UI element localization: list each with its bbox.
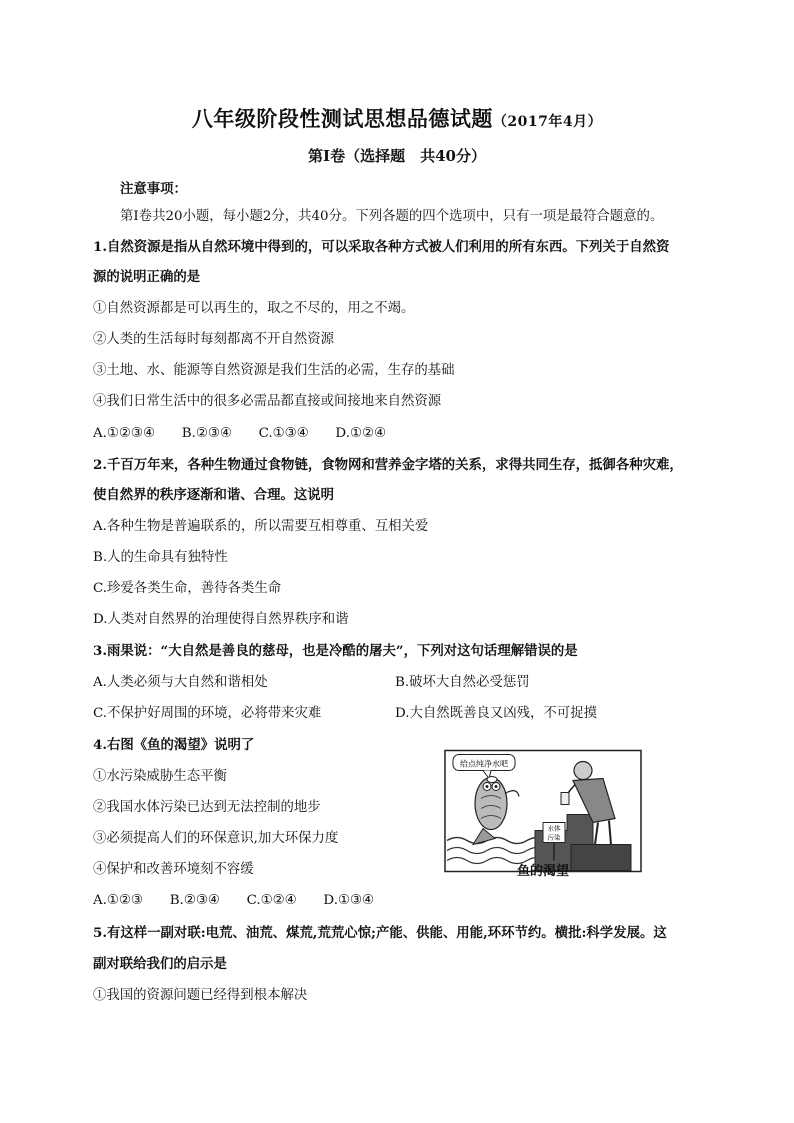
q3-stem: 3.雨果说：“大自然是善良的慈母，也是冷酷的屠夫”，下列对这句话理解错误的是	[93, 643, 578, 659]
q4-options: A.①②③ B.②③④ C.①②④ D.①③④	[93, 893, 374, 908]
q2-option-a: A.各种生物是普遍联系的，所以需要互相尊重、互相关爱	[93, 519, 429, 534]
q2-stem-line-1: 2.千百万年来，各种生物通过食物链，食物网和营养金字塔的关系，求得共同生存，抵御各种灾难，	[93, 457, 683, 473]
q4-statement-1: ①水污染威胁生态平衡	[93, 769, 227, 784]
q3-option-a: A.人类必须与大自然和谐相处	[93, 675, 268, 690]
q1-options: A.①②③④ B.②③④ C.①③④ D.①②④	[93, 426, 386, 441]
figure-caption: 鱼的渴望	[516, 864, 569, 879]
q4-statement-4: ④保护和改善环境刻不容缓	[93, 862, 254, 877]
q5-stem-line-1: 5.有这样一副对联:电荒、油荒、煤荒,荒荒心惊;产能、供能、用能,环环节约。横批:科学发展。这	[93, 925, 667, 941]
page-title	[0, 103, 794, 133]
sign-text-line-2: 污染	[547, 833, 561, 842]
q5-statement-1: ①我国的资源问题已经得到根本解决	[93, 988, 308, 1003]
notice-heading: 注意事项：	[120, 181, 187, 197]
q1-statement-3: ③土地、水、能源等自然资源是我们生活的必需，生存的基础	[93, 363, 455, 378]
q3-option-b: B.破坏大自然必受惩罚	[395, 675, 530, 690]
title-text: 八年级阶段性测试思想品德试题	[191, 106, 493, 131]
notice-text: 第Ⅰ卷共20小题，每小题2分，共40分。下列各题的四个选项中，只有一项是最符合题意的。	[120, 209, 664, 224]
q1-statement-2: ②人类的生活每时每刻都离不开自然资源	[93, 332, 335, 347]
section-subtitle: 第Ⅰ卷（选择题 共40分）	[308, 147, 486, 165]
q1-stem-line-1: 1.自然资源是指从自然环境中得到的，可以采取各种方式被人们利用的所有东西。下列关于自然资	[93, 239, 670, 255]
speech-bubble-text: 给点纯净水吧	[460, 759, 508, 769]
sign-text-line-1: 水体	[547, 824, 561, 833]
q1-statement-4: ④我们日常生活中的很多必需品都直接或间接地来自然资源	[93, 394, 442, 409]
q4-statement-3: ③必须提高人们的环保意识,加大环保力度	[93, 831, 339, 846]
q1-statement-1: ①自然资源都是可以再生的，取之不尽的，用之不竭。	[93, 301, 415, 316]
q2-option-b: B.人的生命具有独特性	[93, 550, 228, 565]
q1-stem-line-2: 源的说明正确的是	[93, 269, 201, 285]
q2-stem-line-2: 使自然界的秩序逐渐和谐、合理。这说明	[93, 487, 335, 503]
q3-option-c: C.不保护好周围的环境，必将带来灾难	[93, 706, 322, 721]
q4-stem: 4.右图《鱼的渴望》说明了	[93, 737, 255, 753]
q3-option-d: D.大自然既善良又凶残，不可捉摸	[395, 706, 597, 721]
title-date: （2017年4月）	[492, 114, 603, 130]
q2-option-c: C.珍爱各类生命，善待各类生命	[93, 581, 282, 596]
q2-option-d: D.人类对自然界的治理使得自然界秩序和谐	[93, 612, 349, 627]
q5-stem-line-2: 副对联给我们的启示是	[93, 956, 227, 972]
q4-statement-2: ②我国水体污染已达到无法控制的地步	[93, 800, 321, 815]
